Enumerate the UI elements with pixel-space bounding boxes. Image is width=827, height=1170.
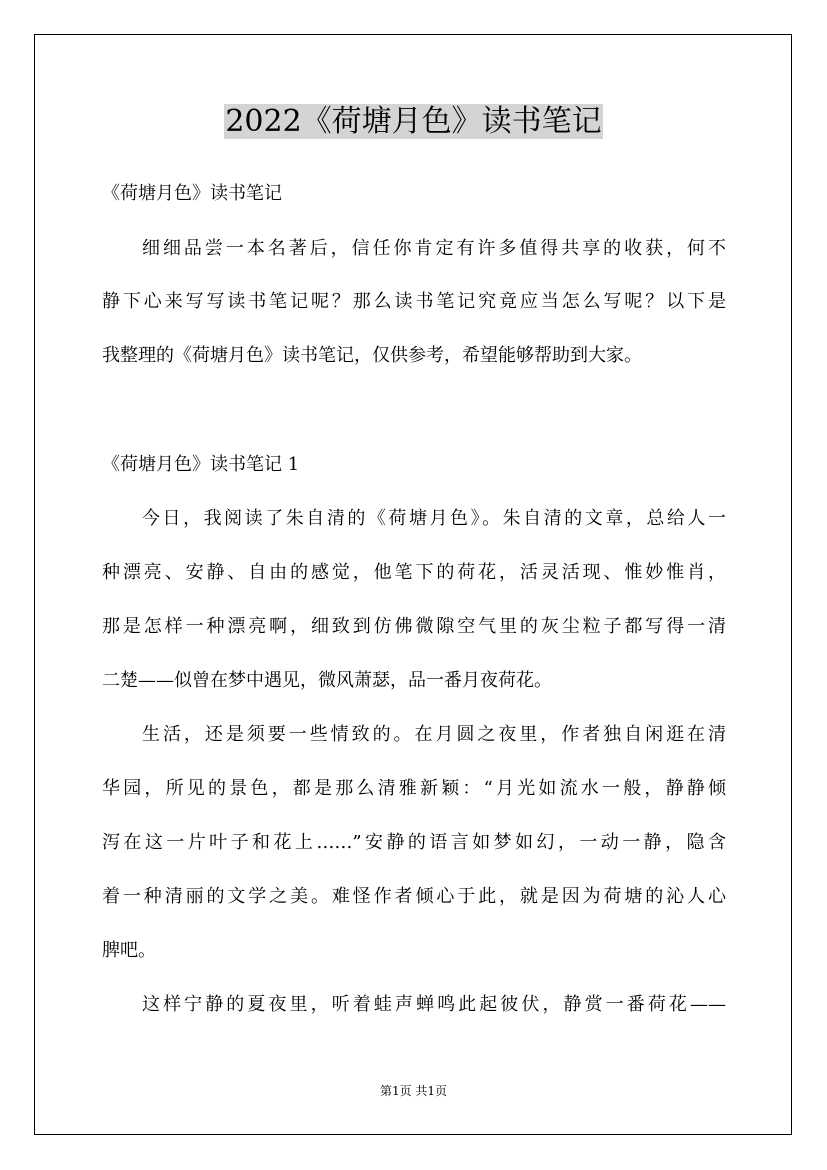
paragraph-line: 华园，所见的景色，都是那么清雅新颖：“月光如流水一般，静静倾: [102, 778, 726, 799]
paragraph-line: 泻在这一片叶子和花上……”安静的语言如梦如幻，一动一静，隐含: [102, 832, 726, 853]
intro-line: 细细品尝一本名著后，信任你肯定有许多值得共享的收获，何不: [142, 238, 726, 259]
paragraph-line: 脾吧。: [102, 940, 156, 961]
paragraph-line: 那是怎样一种漂亮啊，细致到仿佛微隙空气里的灰尘粒子都写得一清: [102, 616, 726, 637]
paragraph-line: 生活，还是须要一些情致的。在月圆之夜里，作者独自闲逛在清: [142, 724, 726, 745]
note-heading: 《荷塘月色》读书笔记 1: [102, 454, 300, 475]
paragraph-line: 着一种清丽的文学之美。难怪作者倾心于此，就是因为荷塘的沁人心: [102, 886, 726, 907]
intro-line: 静下心来写写读书笔记呢？那么读书笔记究竟应当怎么写呢？以下是: [102, 291, 726, 312]
document-title: [0, 100, 827, 144]
section-heading: 《荷塘月色》读书笔记: [102, 183, 282, 204]
page-number-footer: 第1页 共1页: [379, 1084, 448, 1098]
paragraph-line: 这样宁静的夏夜里，听着蛙声蝉鸣此起彼伏，静赏一番荷花——: [142, 994, 726, 1015]
document-title-text: 2022《荷塘月色》读书笔记: [225, 104, 602, 139]
intro-line: 我整理的《荷塘月色》读书笔记，仅供参考，希望能够帮助到大家。: [102, 345, 642, 366]
paragraph-line: 二楚——似曾在梦中遇见，微风萧瑟，品一番月夜荷花。: [102, 670, 552, 691]
paragraph-line: 今日，我阅读了朱自清的《荷塘月色》。朱自清的文章，总给人一: [142, 508, 726, 529]
paragraph-line: 种漂亮、安静、自由的感觉，他笔下的荷花，活灵活现、惟妙惟肖，: [102, 562, 726, 583]
